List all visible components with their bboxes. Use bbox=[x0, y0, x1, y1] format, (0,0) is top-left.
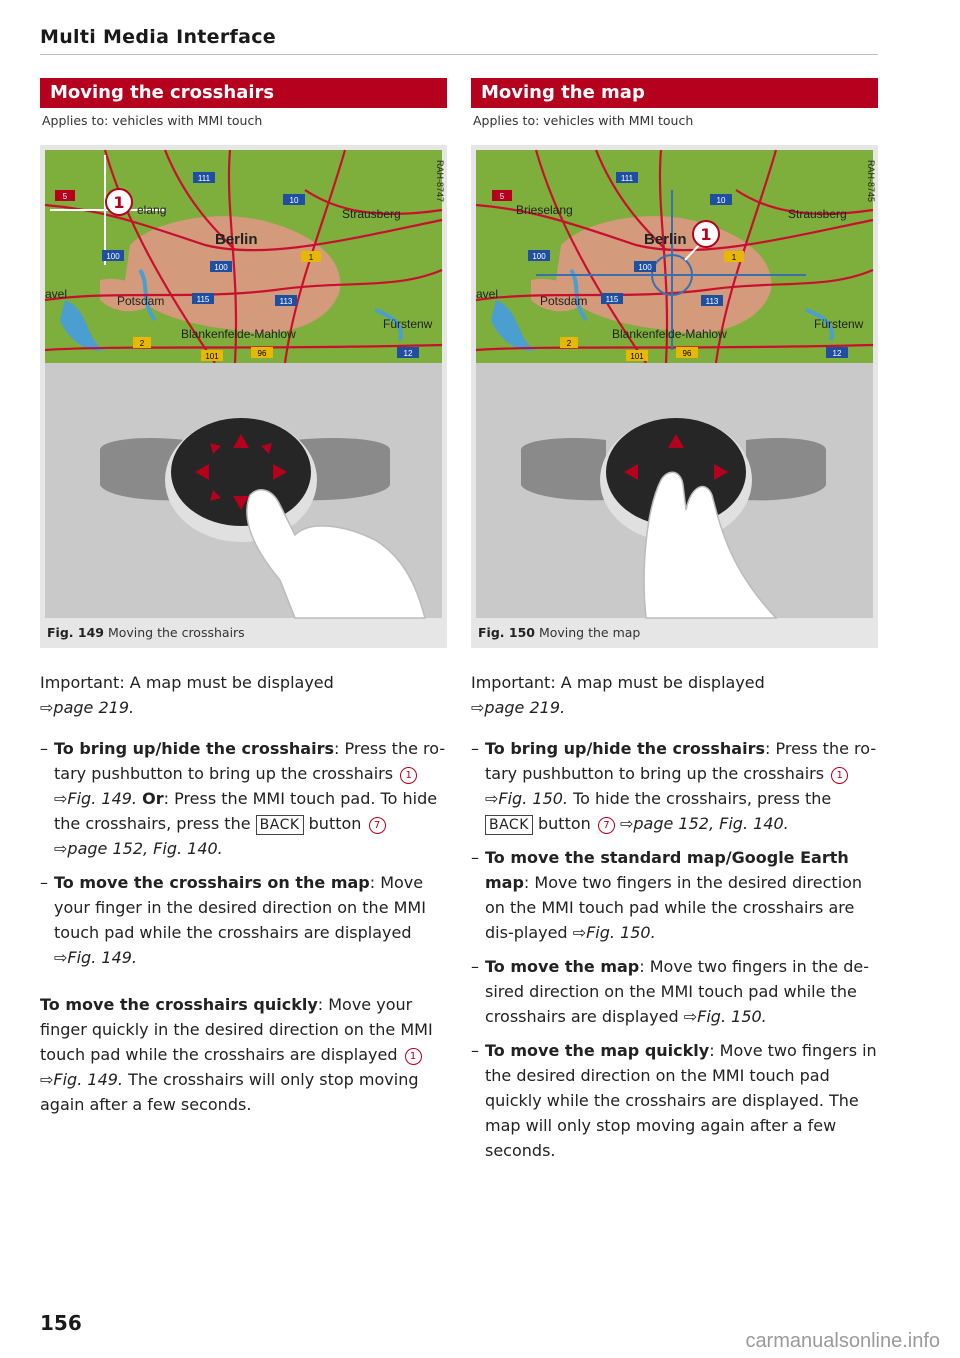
svg-text:113: 113 bbox=[279, 297, 293, 306]
svg-text:96: 96 bbox=[682, 349, 692, 358]
svg-text:10: 10 bbox=[289, 196, 299, 205]
city-label: Brieselang bbox=[516, 203, 573, 217]
console-wing-left bbox=[521, 438, 606, 500]
city-label: Potsdam bbox=[540, 294, 588, 308]
road-shield bbox=[560, 337, 578, 348]
callout-ref: 1 bbox=[400, 767, 417, 784]
road-shield bbox=[210, 261, 232, 272]
instruction-text: : Move two fingers in the de-sired direction on the MMI touch pad while the crosshairs are displayed bbox=[485, 957, 869, 1026]
page-reference: ⇨page 152, Fig. 140. bbox=[54, 839, 223, 858]
applies-to-note: Applies to: vehicles with MMI touch bbox=[473, 113, 694, 128]
console-wing-right bbox=[746, 438, 826, 500]
caption-text: Moving the crosshairs bbox=[107, 625, 245, 640]
running-header: Multi Media Interface bbox=[40, 26, 276, 48]
road-shield bbox=[275, 295, 297, 306]
figure-reference: ⇨Fig. 149. bbox=[54, 789, 138, 808]
applies-to-note: Applies to: vehicles with MMI touch bbox=[42, 113, 263, 128]
svg-text:10: 10 bbox=[716, 196, 726, 205]
svg-text:5: 5 bbox=[499, 192, 505, 201]
instruction-text: : Move your finger in the desired direction on the MMI touch pad while the crosshairs are displayed bbox=[54, 873, 426, 942]
figure-caption bbox=[471, 618, 878, 648]
road-shield bbox=[193, 172, 215, 183]
mmi-touch-console bbox=[476, 363, 873, 618]
section-moving-map bbox=[471, 78, 878, 1163]
instruction-label: To move the crosshairs on the map bbox=[54, 873, 370, 892]
right-body bbox=[471, 670, 878, 1163]
city-label: Strausberg bbox=[342, 207, 401, 221]
city-label: Blankenfelde-Mahlow bbox=[612, 327, 727, 341]
city-label: Fürstenw bbox=[814, 317, 864, 331]
figure-reference: ⇨Fig. 149. bbox=[54, 948, 138, 967]
mmi-touch-console bbox=[45, 363, 442, 618]
road-shield bbox=[616, 172, 638, 183]
instruction-label: To move the standard map/Google Earth map bbox=[485, 848, 849, 892]
svg-text:111: 111 bbox=[197, 174, 211, 183]
city-label: Fürstenw bbox=[383, 317, 433, 331]
svg-text:101: 101 bbox=[205, 352, 219, 361]
road-shield bbox=[601, 293, 623, 304]
page-reference: ⇨page 219. bbox=[40, 698, 135, 717]
svg-text:100: 100 bbox=[532, 252, 546, 261]
svg-text:12: 12 bbox=[403, 349, 413, 358]
svg-text:101: 101 bbox=[630, 352, 644, 361]
callout-ref: 7 bbox=[598, 817, 615, 834]
figure-149 bbox=[40, 145, 447, 648]
instruction-text: To hide the crosshairs, press the bbox=[573, 789, 832, 808]
svg-text:1: 1 bbox=[700, 225, 712, 244]
city-label: avel bbox=[476, 287, 499, 301]
page-number: 156 bbox=[40, 1311, 82, 1335]
road-shield bbox=[283, 194, 305, 205]
back-key: BACK bbox=[485, 815, 533, 835]
city-label: Berlin bbox=[644, 231, 687, 248]
city-label: avel bbox=[45, 287, 68, 301]
svg-text:113: 113 bbox=[705, 297, 719, 306]
instruction-text: : Press the ro-tary pushbutton to bring up the crosshairs bbox=[54, 739, 446, 783]
intro-text: Important: A map must be displayed bbox=[40, 673, 334, 692]
figure-reference: ⇨Fig. 150. bbox=[485, 789, 569, 808]
paragraph-text: The crosshairs will only stop moving again after a few seconds. bbox=[40, 1070, 419, 1114]
caption-number: Fig. 150 bbox=[478, 625, 535, 640]
instruction-text: button bbox=[538, 814, 591, 833]
instruction-bring-up-crosshairs: – To bring up/hide the crosshairs: Press the ro-tary pushbutton to bring up the crosshairs 1 ⇨Fig. 150. To hide the crosshairs, press the BACK button 7 ⇨page 152, Fig. 140. bbox=[471, 739, 877, 833]
svg-text:1: 1 bbox=[308, 253, 314, 262]
page-reference: ⇨page 152, Fig. 140. bbox=[619, 814, 789, 833]
svg-text:100: 100 bbox=[214, 263, 228, 272]
road-shield bbox=[634, 261, 656, 272]
caption-text: Moving the map bbox=[538, 625, 641, 640]
svg-text:1: 1 bbox=[113, 193, 125, 212]
road-shield bbox=[133, 337, 151, 348]
callout-ref: 1 bbox=[831, 767, 848, 784]
caption-number: Fig. 149 bbox=[47, 625, 104, 640]
callout-1 bbox=[106, 189, 132, 215]
road-shield bbox=[301, 251, 321, 262]
instruction-text: : Move two fingers in the desired direction on the MMI touch pad while the crosshairs are dis-played bbox=[485, 873, 863, 942]
or-label: Or bbox=[142, 789, 164, 808]
intro-paragraph bbox=[40, 670, 447, 720]
svg-text:100: 100 bbox=[638, 263, 652, 272]
figure-150 bbox=[471, 145, 878, 648]
page-reference: ⇨page 219. bbox=[471, 698, 566, 717]
header-rule bbox=[40, 54, 878, 55]
instruction-text: : Press the MMI touch pad. To hide the crosshairs, press the bbox=[54, 789, 438, 833]
road-shield bbox=[192, 293, 214, 304]
instruction-label: To move the map quickly bbox=[485, 1041, 710, 1060]
road-shield bbox=[55, 190, 75, 201]
road-shield bbox=[102, 250, 124, 261]
road-shield bbox=[701, 295, 723, 306]
road-shield bbox=[710, 194, 732, 205]
road-shield bbox=[826, 347, 848, 358]
instruction-label: To bring up/hide the crosshairs bbox=[485, 739, 765, 758]
section-title: Moving the map bbox=[471, 78, 878, 108]
watermark: carmanualsonline.info bbox=[745, 1330, 940, 1352]
svg-text:115: 115 bbox=[196, 295, 210, 304]
city-label: Blankenfelde-Mahlow bbox=[181, 327, 296, 341]
instruction-text: : Press the ro-tary pushbutton to bring up the crosshairs bbox=[485, 739, 877, 783]
left-body bbox=[40, 670, 447, 1117]
road-shield bbox=[724, 251, 744, 262]
svg-text:1: 1 bbox=[731, 253, 737, 262]
instruction-bring-up-crosshairs: – To bring up/hide the crosshairs: Press the ro-tary pushbutton to bring up the crosshairs 1 ⇨Fig. 149. Or: Press the MMI touch pad. To hide the crosshairs, press the BACK button 7 ⇨page 152, Fig. 140. bbox=[40, 739, 446, 858]
section-title: Moving the crosshairs bbox=[40, 78, 447, 108]
figure-caption bbox=[40, 618, 447, 648]
paragraph-text: : Move your finger quickly in the desired direction on the MMI touch pad while the crosshairs are displayed bbox=[40, 995, 433, 1064]
svg-text:2: 2 bbox=[566, 339, 572, 348]
city-label: Strausberg bbox=[788, 207, 847, 221]
city-label: Berlin bbox=[215, 231, 258, 248]
callout-ref: 1 bbox=[405, 1048, 422, 1065]
road-shield bbox=[251, 347, 273, 358]
callout-ref: 7 bbox=[369, 817, 386, 834]
figure-149-illustration bbox=[45, 150, 445, 618]
road-shield bbox=[492, 190, 512, 201]
svg-text:111: 111 bbox=[620, 174, 634, 183]
svg-text:5: 5 bbox=[62, 192, 68, 201]
svg-text:96: 96 bbox=[257, 349, 267, 358]
svg-text:100: 100 bbox=[106, 252, 120, 261]
figure-reference: ⇨Fig. 150. bbox=[572, 923, 656, 942]
instruction-move-crosshairs: – To move the crosshairs on the map: Move your finger in the desired direction on the MMI touch pad while the crosshairs are displayed ⇨Fig. 149. bbox=[40, 873, 426, 967]
paragraph-move-crosshairs-quickly bbox=[40, 992, 447, 1117]
paragraph-label: To move the crosshairs quickly bbox=[40, 995, 318, 1014]
road-shield bbox=[397, 347, 419, 358]
instruction-label: To bring up/hide the crosshairs bbox=[54, 739, 334, 758]
figure-code: RAH-8745 bbox=[866, 160, 876, 203]
intro-text: Important: A map must be displayed bbox=[471, 673, 765, 692]
callout-1 bbox=[693, 221, 719, 247]
instruction-move-standard-map: – To move the standard map/Google Earth map: Move two fingers in the desired direction on the MMI touch pad while the crosshairs are dis-played ⇨Fig. 150. bbox=[471, 848, 863, 942]
road-shield bbox=[528, 250, 550, 261]
instruction-text: button bbox=[308, 814, 362, 833]
back-key: BACK bbox=[256, 815, 304, 835]
figure-reference: ⇨Fig. 150. bbox=[683, 1007, 767, 1026]
instruction-text: : Move two fingers in the desired direction on the MMI touch pad quickly while the crosshairs are displayed. The map will only stop moving again after a few seconds. bbox=[485, 1041, 877, 1160]
svg-text:2: 2 bbox=[139, 339, 145, 348]
city-label: Potsdam bbox=[117, 294, 165, 308]
city-label: elang bbox=[137, 203, 167, 217]
figure-reference: ⇨Fig. 149. bbox=[40, 1070, 124, 1089]
map bbox=[476, 150, 876, 363]
figure-code: RAH-8747 bbox=[435, 160, 445, 203]
road-shield bbox=[676, 347, 698, 358]
section-moving-crosshairs bbox=[40, 78, 447, 1117]
instruction-move-map-quickly: – To move the map quickly: Move two fingers in the desired direction on the MMI touch pad quickly while the crosshairs are displayed. The map will only stop moving again after a few seconds. bbox=[471, 1041, 877, 1160]
svg-text:115: 115 bbox=[605, 295, 619, 304]
road-shield bbox=[201, 350, 223, 361]
intro-paragraph bbox=[471, 670, 878, 720]
map bbox=[45, 150, 445, 363]
instruction-label: To move the map bbox=[485, 957, 640, 976]
road-shield bbox=[626, 350, 648, 361]
svg-text:12: 12 bbox=[832, 349, 842, 358]
instruction-move-map: – To move the map: Move two fingers in the de-sired direction on the MMI touch pad while the crosshairs are displayed ⇨Fig. 150. bbox=[471, 957, 869, 1026]
figure-150-illustration bbox=[476, 150, 876, 618]
